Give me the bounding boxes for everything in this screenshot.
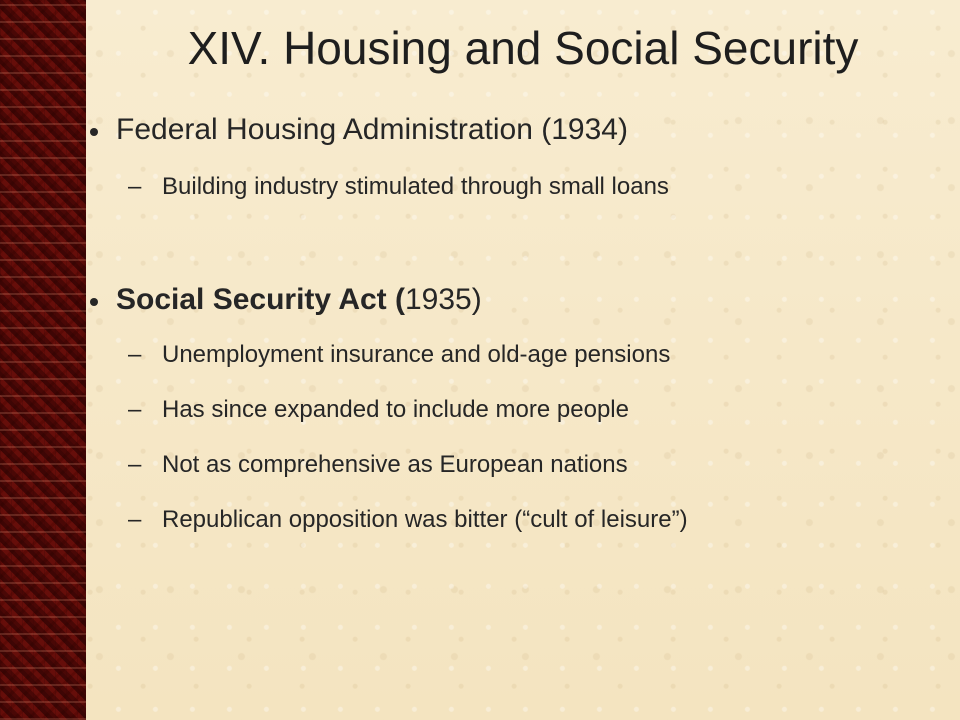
dash-icon: – xyxy=(128,506,142,533)
slide-title: XIV. Housing and Social Security xyxy=(187,22,859,74)
sub-item xyxy=(128,338,670,372)
bullet-dot-icon xyxy=(90,298,98,306)
bullet-label xyxy=(116,280,482,320)
dash-icon: – xyxy=(128,451,142,478)
bullet-label: Federal Housing Administration (1934) xyxy=(116,113,628,146)
bullet-dot-icon xyxy=(90,128,98,136)
sub-item xyxy=(128,448,628,482)
dash-icon: – xyxy=(128,341,142,368)
bullet-label-rest: 1935) xyxy=(404,283,482,316)
bullet-label-bold: Social Security Act ( xyxy=(116,283,405,316)
dash-icon: – xyxy=(128,173,142,200)
dash-icon: – xyxy=(128,396,142,423)
sub-item xyxy=(128,170,669,204)
sub-item-text: Building industry stimulated through small loans xyxy=(162,173,669,200)
sub-item-text: Not as comprehensive as European nations xyxy=(162,451,628,478)
sub-item-text: Unemployment insurance and old-age pensions xyxy=(162,341,671,368)
sub-item-text: Republican opposition was bitter (“cult of leisure”) xyxy=(162,506,688,533)
sub-item-text: Has since expanded to include more people xyxy=(162,396,629,423)
sub-item xyxy=(128,393,629,427)
sub-item xyxy=(128,503,688,537)
